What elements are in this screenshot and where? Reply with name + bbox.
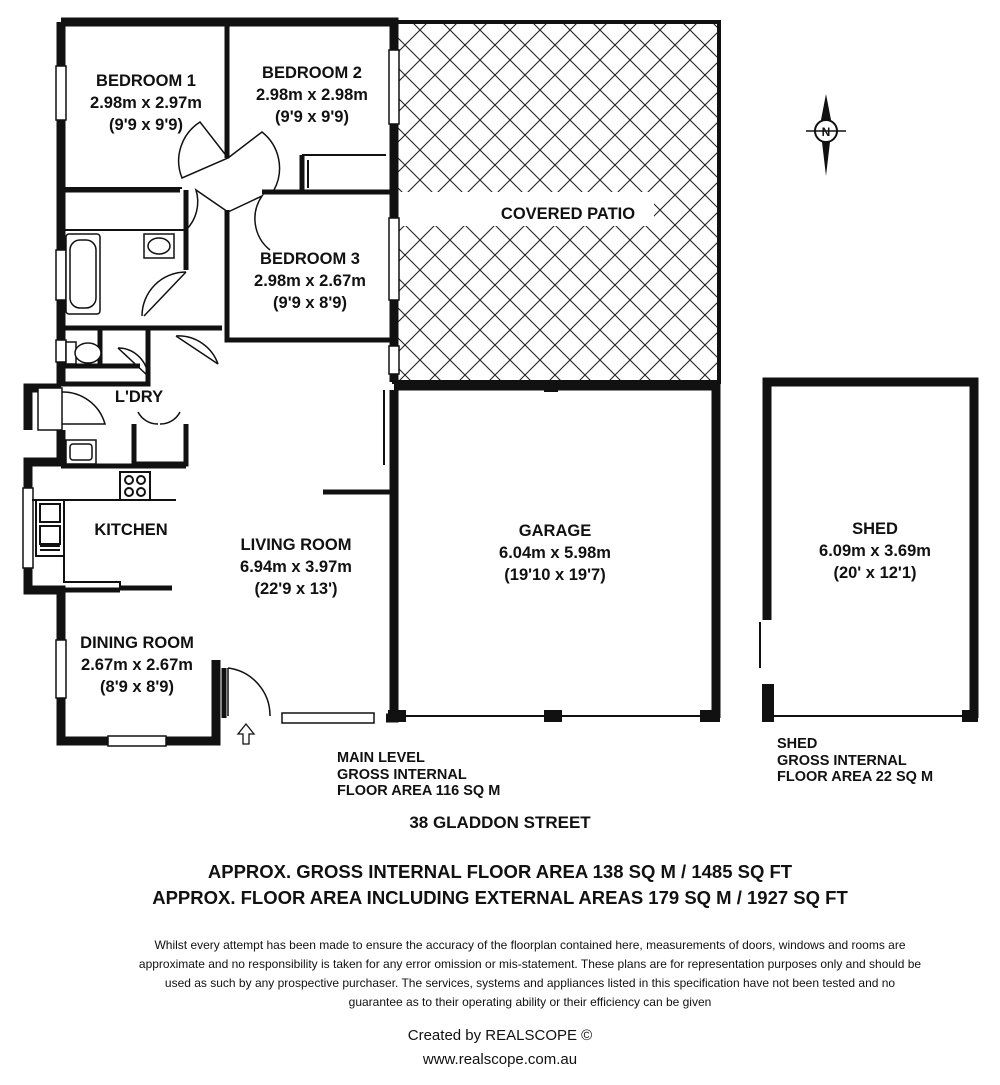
dining-room-imperial: (8'9 x 8'9) [100, 678, 174, 696]
shed-area-line3: FLOOR AREA 22 SQ M [777, 769, 934, 785]
living-room-metric: 6.94m x 3.97m [240, 558, 352, 576]
bathtub [66, 234, 100, 314]
laundry-tub [66, 440, 96, 464]
shed-area [777, 736, 933, 786]
address: 38 GLADDON STREET [409, 813, 591, 832]
living-room-imperial: (22'9 x 13') [254, 580, 338, 598]
disclaimer [100, 936, 960, 1012]
dining-room-name: DINING ROOM [80, 634, 194, 652]
bedroom2-imperial: (9'9 x 9'9) [275, 108, 349, 126]
shed-area-line1: SHED [777, 736, 818, 752]
living-room-name: LIVING ROOM [240, 536, 352, 554]
main-level-line2: GROSS INTERNAL [337, 766, 467, 783]
credit: Created by REALSCOPE © [407, 1027, 593, 1044]
approx-areas [0, 859, 1000, 911]
bedroom3-name: BEDROOM 3 [260, 250, 360, 268]
garage-name: GARAGE [518, 522, 592, 540]
approx-gross-area: APPROX. GROSS INTERNAL FLOOR AREA 138 SQ M / 1485 SQ FT [207, 861, 793, 882]
toilet [66, 342, 101, 364]
garage-metric: 6.04m x 5.98m [499, 544, 611, 562]
laundry-outdoor-box [38, 388, 62, 430]
main-level-line3: FLOOR AREA 116 SQ M [337, 783, 501, 799]
bedroom1-metric: 2.98m x 2.97m [90, 94, 202, 112]
disclaimer-line4: guarantee as to their operating ability or their efficiency can be given [348, 995, 712, 1009]
shed-area-line2: GROSS INTERNAL [777, 752, 907, 769]
main-level-line1: MAIN LEVEL [337, 750, 425, 766]
covered-patio-name: COVERED PATIO [500, 205, 636, 223]
bathroom-sink [144, 234, 174, 258]
website: www.realscope.com.au [422, 1051, 578, 1068]
bedroom3-metric: 2.98m x 2.67m [254, 272, 366, 290]
bedroom2-name: BEDROOM 2 [262, 64, 362, 82]
north-compass-icon [806, 94, 846, 176]
approx-external-area: APPROX. FLOOR AREA INCLUDING EXTERNAL AREAS 179 SQ M / 1927 SQ FT [152, 887, 848, 908]
kitchen-name: KITCHEN [94, 521, 168, 539]
main-level-area [337, 750, 500, 800]
disclaimer-line1: Whilst every attempt has been made to ensure the accuracy of the floorplan contained here, measurements of doors, windows and rooms are [154, 938, 906, 952]
door-swings [61, 122, 280, 716]
shed-metric: 6.09m x 3.69m [819, 542, 931, 560]
bedroom1-name: BEDROOM 1 [96, 72, 196, 90]
dining-room-metric: 2.67m x 2.67m [81, 656, 193, 674]
bedroom2-metric: 2.98m x 2.98m [256, 86, 368, 104]
bedroom3-imperial: (9'9 x 8'9) [273, 294, 347, 312]
shed-imperial: (20' x 12'1) [833, 564, 917, 582]
disclaimer-line3: used as such by any prospective purchaser. The services, systems and appliances listed in this specification have not been tested and no [164, 976, 896, 990]
bedroom1-imperial: (9'9 x 9'9) [109, 116, 183, 134]
entry-arrow-icon [238, 724, 254, 744]
disclaimer-line2: approximate and no responsibility is taken for any error omission or mis-statement. These plans are for representation purposes only and should be [138, 957, 922, 971]
garage-imperial: (19'10 x 19'7) [504, 566, 606, 584]
shed-name: SHED [852, 520, 898, 538]
laundry-name: L'DRY [114, 388, 164, 406]
compass-label: N [821, 125, 831, 139]
